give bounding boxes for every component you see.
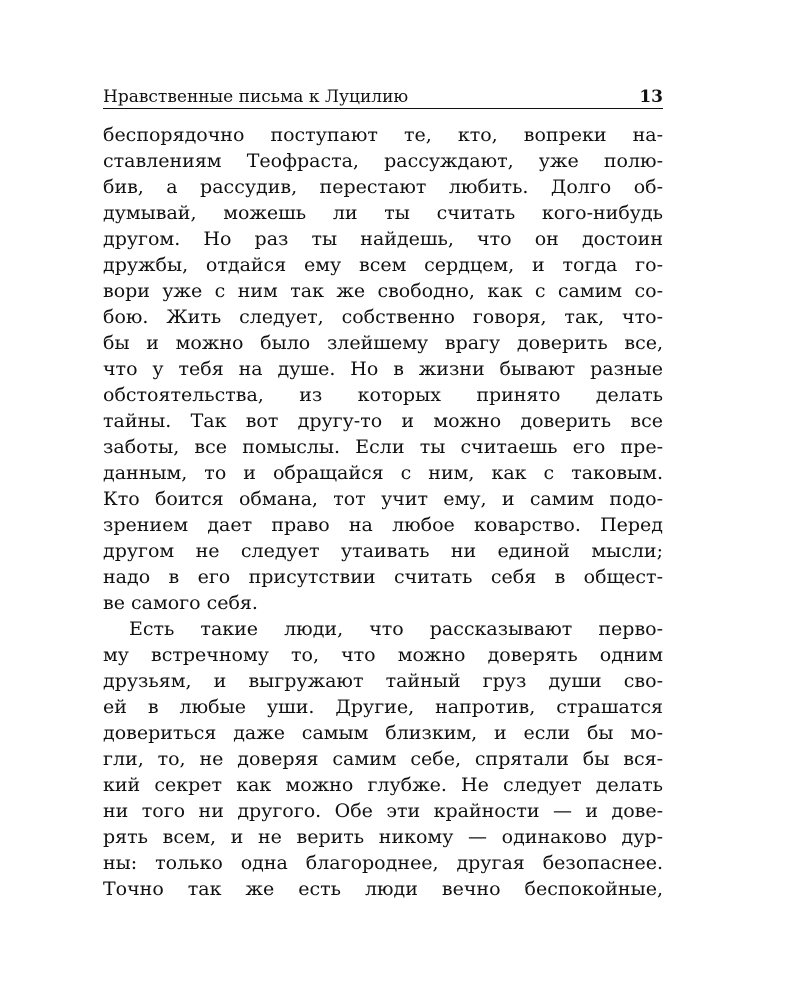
text-line: ве самого себя. <box>103 592 258 614</box>
text-line: друзьям, и выгружают тайный груз души сво- <box>103 670 663 692</box>
page-number: 13 <box>639 87 663 107</box>
text-line: тайны. Так вот другу-то и можно доверить все <box>103 410 663 432</box>
text-line: ставлениям Теофраста, рассуждают, уже полю- <box>103 150 663 172</box>
text-line: надо в его присутствии считать себя в общест- <box>103 566 663 588</box>
body-text <box>103 122 663 902</box>
text-line: Кто боится обмана, тот учит ему, и самим подо- <box>103 488 663 510</box>
text-line: му встречному то, что можно доверять одним <box>103 644 663 666</box>
text-line: другом. Но раз ты найдешь, что он достоин <box>103 228 663 250</box>
running-title: Нравственные письма к Луцилию <box>103 87 409 107</box>
text-line: ей в любые уши. Другие, напротив, страшатся <box>103 696 663 718</box>
text-line: другом не следует утаивать ни единой мысли; <box>103 540 663 562</box>
paragraph-2 <box>103 616 663 902</box>
text-line: вори уже с ним так же свободно, как с самим со- <box>103 280 663 302</box>
text-line: гли, то, не доверяя самим себе, спрятали бы вся- <box>103 748 663 770</box>
text-line: заботы, все помыслы. Если ты считаешь его пре- <box>103 436 663 458</box>
text-line: дружбы, отдайся ему всем сердцем, и тогда го- <box>103 254 663 276</box>
text-line: зрением дает право на любое коварство. Перед <box>103 514 663 536</box>
text-line: Точно так же есть люди вечно беспокойные, <box>103 878 663 900</box>
text-line: кий секрет как можно глубже. Не следует делать <box>103 774 663 796</box>
text-line: думывай, можешь ли ты считать кого-нибудь <box>103 202 663 224</box>
text-line: бив, а рассудив, перестают любить. Долго об- <box>103 176 663 198</box>
text-line: ни того ни другого. Обе эти крайности — и дове- <box>103 800 663 822</box>
text-line: данным, то и обращайся с ним, как с таковым. <box>103 462 663 484</box>
running-header <box>103 87 663 111</box>
text-line: Есть такие люди, что рассказывают перво- <box>129 618 663 640</box>
header-rule <box>103 108 663 109</box>
text-line: довериться даже самым близким, и если бы мо- <box>103 722 663 744</box>
text-line: бою. Жить следует, собственно говоря, так, что- <box>103 306 663 328</box>
text-line: обстоятельства, из которых принято делать <box>103 384 663 406</box>
text-line: что у тебя на душе. Но в жизни бывают разные <box>103 358 663 380</box>
text-line: беспорядочно поступают те, кто, вопреки на- <box>103 124 663 146</box>
text-line: рять всем, и не верить никому — одинаково дур- <box>103 826 663 848</box>
paragraph-1 <box>103 122 663 616</box>
text-line: бы и можно было злейшему врагу доверить все, <box>103 332 663 354</box>
text-line: ны: только одна благороднее, другая безопаснее. <box>103 852 663 874</box>
